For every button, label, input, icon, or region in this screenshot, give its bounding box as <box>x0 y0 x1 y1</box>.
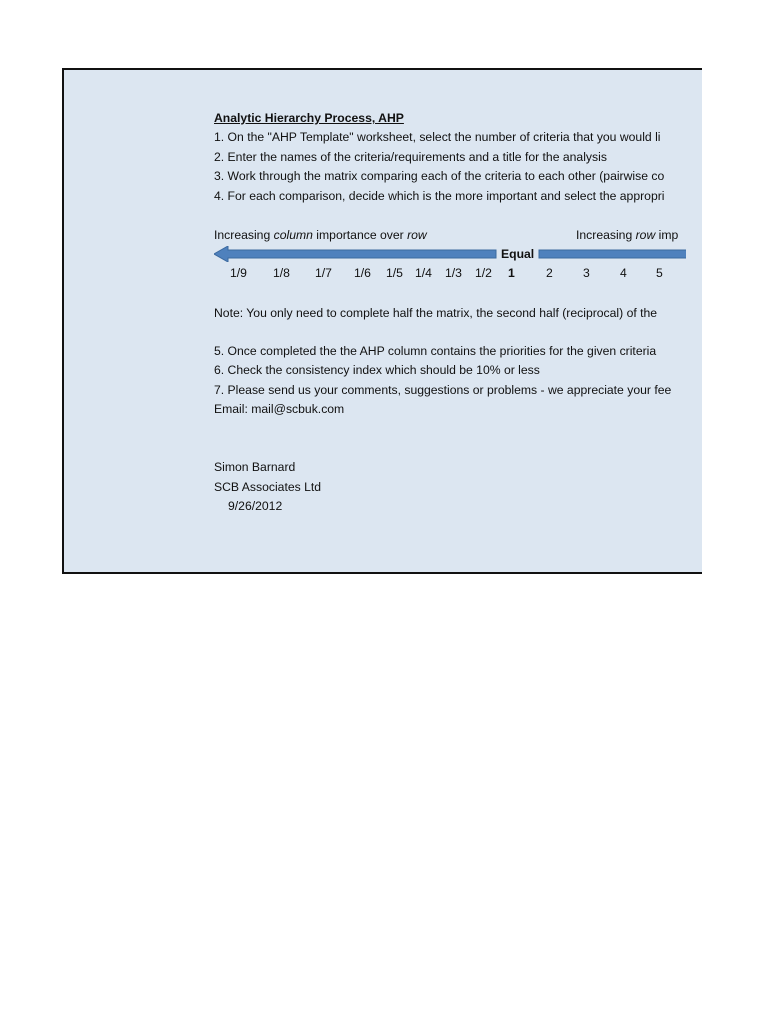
scale-value-1-9: 1/9 <box>230 266 247 280</box>
scale-value-1-3: 1/3 <box>445 266 462 280</box>
scale-value-1-8: 1/8 <box>273 266 290 280</box>
step-6: 6. Check the consistency index which should be 10% or less <box>214 363 540 377</box>
scale-value-1-2: 1/2 <box>475 266 492 280</box>
scale-value-2: 2 <box>546 266 553 280</box>
step-1: 1. On the "AHP Template" worksheet, select the number of criteria that you would li <box>214 130 661 144</box>
scale-value-1-6: 1/6 <box>354 266 371 280</box>
document-date: 9/26/2012 <box>228 499 283 513</box>
email-text: Email: mail@scbuk.com <box>214 402 345 416</box>
step-5: 5. Once completed the the AHP column contains the priorities for the given criteria <box>214 344 657 358</box>
equal-label: Equal <box>501 247 535 261</box>
step-2: 2. Enter the names of the criteria/requirements and a title for the analysis <box>214 150 607 164</box>
scale-value-1: 1 <box>508 266 515 280</box>
panel-content <box>64 70 686 572</box>
left-arrow-icon <box>214 246 498 262</box>
author-name: Simon Barnard <box>214 460 296 474</box>
document-title: Analytic Hierarchy Process, AHP <box>214 111 404 125</box>
scale-value-1-7: 1/7 <box>315 266 332 280</box>
instructions-panel <box>62 68 702 574</box>
step-7: 7. Please send us your comments, suggestions or problems - we appreciate your fee <box>214 383 672 397</box>
scale-value-1-5: 1/5 <box>386 266 403 280</box>
scale-value-4: 4 <box>620 266 627 280</box>
scale-value-1-4: 1/4 <box>415 266 432 280</box>
scale-right-label: Increasing row imp <box>576 228 679 242</box>
step-4: 4. For each comparison, decide which is the more important and select the appropri <box>214 189 665 203</box>
scale-value-5: 5 <box>656 266 663 280</box>
right-arrow-icon <box>538 246 686 262</box>
scale-value-3: 3 <box>583 266 590 280</box>
note-text: Note: You only need to complete half the matrix, the second half (reciprocal) of the <box>214 306 658 320</box>
scale-left-label: Increasing column importance over row <box>214 228 427 242</box>
company-name: SCB Associates Ltd <box>214 480 322 494</box>
step-3: 3. Work through the matrix comparing each of the criteria to each other (pairwise co <box>214 169 665 183</box>
